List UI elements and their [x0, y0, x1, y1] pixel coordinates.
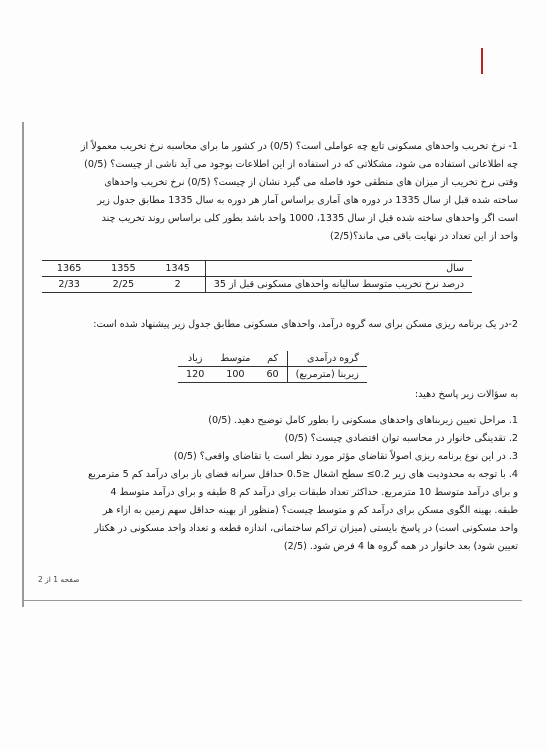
table-value: 2	[151, 277, 206, 293]
q1-line: است اگر واحدهای ساخته شده قبل از سال 1335، 1000 واحد باشد بطور کلی براساس روند تخریب چند	[101, 213, 518, 224]
item-number: 1.	[508, 415, 518, 426]
q1-line: واحد از این تعداد در نهایت باقی می ماند؟(2/5)	[330, 231, 518, 242]
question-2-intro: 2-در یک برنامه ریزی مسکن برای سه گروه درآمد، واحدهای مسکونی مطابق جدول زیر پیشنهاد شده است:	[93, 319, 518, 330]
page-number: صفحه 1 از 2	[38, 575, 80, 584]
table-year: 1345	[151, 261, 206, 277]
item-number: 3.	[508, 451, 518, 462]
item-text: مراحل تعیین زیربناهای واحدهای مسکونی را بطور کامل توضیح دهید. (0/5)	[208, 415, 506, 426]
item-text: تقدینگی خانوار در محاسبه توان اقتصادی چیست؟ (0/5)	[284, 433, 506, 444]
sub-questions-intro: به سؤالات زیر پاسخ دهید:	[414, 389, 518, 400]
sub-questions-list	[36, 412, 518, 556]
sub-question-2	[36, 430, 518, 448]
item-text: در این نوع برنامه ریزی اصولاً تقاضای مؤثر مورد نظر است یا تقاضای واقعی؟ (0/5)	[173, 451, 506, 462]
q1-line: 1- نرخ تخریب واحدهای مسکونی تابع چه عواملی است؟ (0/5) در کشور ما برای محاسبه نرخ تخریب معمولاً از	[80, 141, 518, 152]
table-group: کم	[258, 351, 287, 367]
q1-line: چه اطلاعاتی استفاده می شود، مشکلاتی که در استفاده از این اطلاعات بوجود می آید ناشی از چیست؟ (0/5)	[84, 159, 518, 170]
income-area-table	[178, 351, 367, 383]
table-value: 60	[258, 367, 287, 383]
destruction-rate-table	[42, 260, 472, 293]
table-value: 120	[178, 367, 212, 383]
table-value: 100	[212, 367, 258, 383]
item-number: 2.	[508, 433, 518, 444]
sub-question-4	[36, 466, 518, 484]
bottom-border-line	[22, 600, 522, 601]
table-year: 1355	[96, 261, 150, 277]
table-row-label: درصد نرخ تخریب متوسط سالیانه واحدهای مسکونی قبل از 35	[205, 277, 472, 293]
sub-question-4-cont: و برای درآمد متوسط 10 مترمربع. حداکثر تعداد طبقات برای درآمد کم 8 طبقه و برای درآمد متوسط 4	[110, 487, 518, 498]
sub-question-3	[36, 448, 518, 466]
left-border-line	[22, 122, 24, 607]
red-margin-mark	[481, 48, 483, 74]
sub-question-1	[36, 412, 518, 430]
q1-line: ساخته شده قبل از سال 1335 در دوره های آماری براساس آمار هر دوره به سال 1335 مطابق جدول زیر	[97, 195, 518, 206]
item-text: با توجه به محدودیت های زیر 0.2≥ سطح اشغال ≤0.5 حداقل سرانه فضای باز برای درآمد کم 5 مترمربع	[88, 469, 506, 480]
item-number: 4.	[508, 469, 518, 480]
table-value: 2/33	[42, 277, 96, 293]
table-group: متوسط	[212, 351, 258, 367]
table-header-label: سال	[205, 261, 472, 277]
q1-line: وقتی نرخ تخریب از میزان های منطقی خود فاصله می گیرد نشان از چیست؟ (0/5) نرخ تخریب واحدهای	[104, 177, 518, 188]
sub-question-4-cont: تعیین شود) بعد خانوار در همه گروه ها 4 فرض شود. (2/5)	[283, 541, 518, 552]
table-row-label: زیربنا (مترمربع)	[287, 367, 367, 383]
table-group: زیاد	[178, 351, 212, 367]
table-header-label: گروه درآمدی	[287, 351, 367, 367]
question-1-text	[36, 138, 518, 246]
sub-question-4-cont: واحد مسکونی است) در پاسخ بایستی (میزان تراکم ساختمانی، اندازه قطعه و تعداد واحد مسکونی در هکتار	[94, 523, 518, 534]
table-year: 1365	[42, 261, 96, 277]
table-value: 2/25	[96, 277, 150, 293]
sub-question-4-cont: طبقه. بهینه الگوی مسکن برای درآمد کم و متوسط چیست؟ (منظور از بهینه حداقل سهم زمین به ازاء هر	[102, 505, 518, 516]
